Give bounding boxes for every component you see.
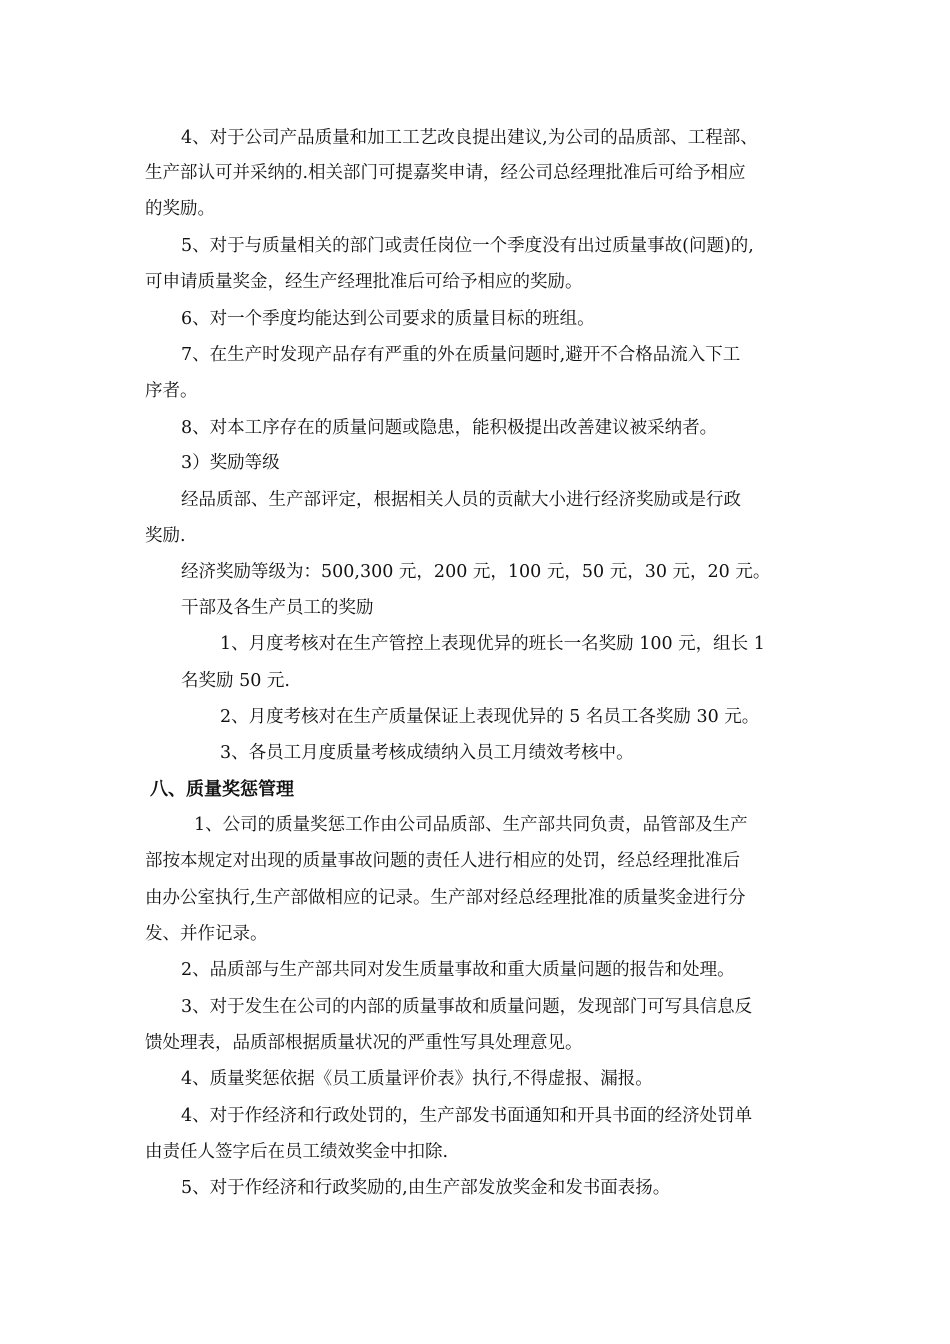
reward-item-6: 6、对一个季度均能达到公司要求的质量目标的班组。 (181, 309, 595, 329)
reward-item-7-line-2: 序者。 (145, 381, 198, 401)
reward-item-4-line-1: 4、对于公司产品质量和加工工艺改良提出建议,为公司的品质部、工程部、 (181, 128, 758, 148)
reward-levels-heading: 3）奖励等级 (181, 453, 280, 473)
cadre-reward-heading: 干部及各生产员工的奖励 (181, 598, 374, 618)
cadre-reward-1-line-1: 1、月度考核对在生产管控上表现优异的班长一名奖励 100 元，组长 1 (220, 634, 765, 654)
section-8-para-6: 5、对于作经济和行政奖励的,由生产部发放奖金和发书面表扬。 (181, 1178, 671, 1198)
section-8-para-2: 2、品质部与生产部共同对发生质量事故和重大质量问题的报告和处理。 (181, 960, 735, 980)
section-8-para-5-line-2: 由责任人签字后在员工绩效奖金中扣除. (145, 1142, 449, 1162)
reward-item-5-line-2: 可申请质量奖金，经生产经理批准后可给予相应的奖励。 (145, 272, 583, 292)
reward-levels-para-1-line-1: 经品质部、生产部评定，根据相关人员的贡献大小进行经济奖励或是行政 (181, 490, 741, 510)
cadre-reward-3: 3、各员工月度质量考核成绩纳入员工月绩效考核中。 (220, 743, 634, 763)
reward-item-4-line-2: 生产部认可并采纳的.相关部门可提嘉奖申请，经公司总经理批准后可给予相应 (145, 163, 746, 183)
section-8-para-1-line-3: 由办公室执行,生产部做相应的记录。生产部对经总经理批准的质量奖金进行分 (145, 888, 746, 908)
cadre-reward-1-line-2: 名奖励 50 元. (181, 671, 290, 691)
reward-item-5-line-1: 5、对于与质量相关的部门或责任岗位一个季度没有出过质量事故(问题)的, (181, 236, 754, 256)
reward-item-7-line-1: 7、在生产时发现产品存有严重的外在质量问题时,避开不合格品流入下工 (181, 345, 741, 365)
economic-reward-levels: 经济奖励等级为：500,300 元，200 元，100 元，50 元，30 元，20 元。 (181, 562, 771, 582)
cadre-reward-2: 2、月度考核对在生产质量保证上表现优异的 5 名员工各奖励 30 元。 (220, 707, 760, 727)
section-8-para-1-line-4: 发、并作记录。 (145, 924, 268, 944)
reward-item-4-line-3: 的奖励。 (145, 199, 215, 219)
section-8-para-3-line-1: 3、对于发生在公司的内部的质量事故和质量问题，发现部门可写具信息反 (181, 997, 753, 1017)
section-8-para-3-line-2: 馈处理表，品质部根据质量状况的严重性写具处理意见。 (145, 1033, 583, 1053)
section-8-para-4: 4、质量奖惩依据《员工质量评价表》执行,不得虚报、漏报。 (181, 1069, 653, 1089)
section-8-para-1-line-1: 1、公司的质量奖惩工作由公司品质部、生产部共同负责，品管部及生产 (194, 815, 748, 835)
section-8-title: 八、质量奖惩管理 (150, 779, 294, 800)
reward-item-8: 8、对本工序存在的质量问题或隐患，能积极提出改善建议被采纳者。 (181, 418, 718, 438)
section-8-para-1-line-2: 部按本规定对出现的质量事故问题的责任人进行相应的处罚，经总经理批准后 (145, 851, 740, 871)
reward-levels-para-1-line-2: 奖励. (145, 526, 186, 546)
section-8-para-5-line-1: 4、对于作经济和行政处罚的，生产部发书面通知和开具书面的经济处罚单 (181, 1106, 753, 1126)
